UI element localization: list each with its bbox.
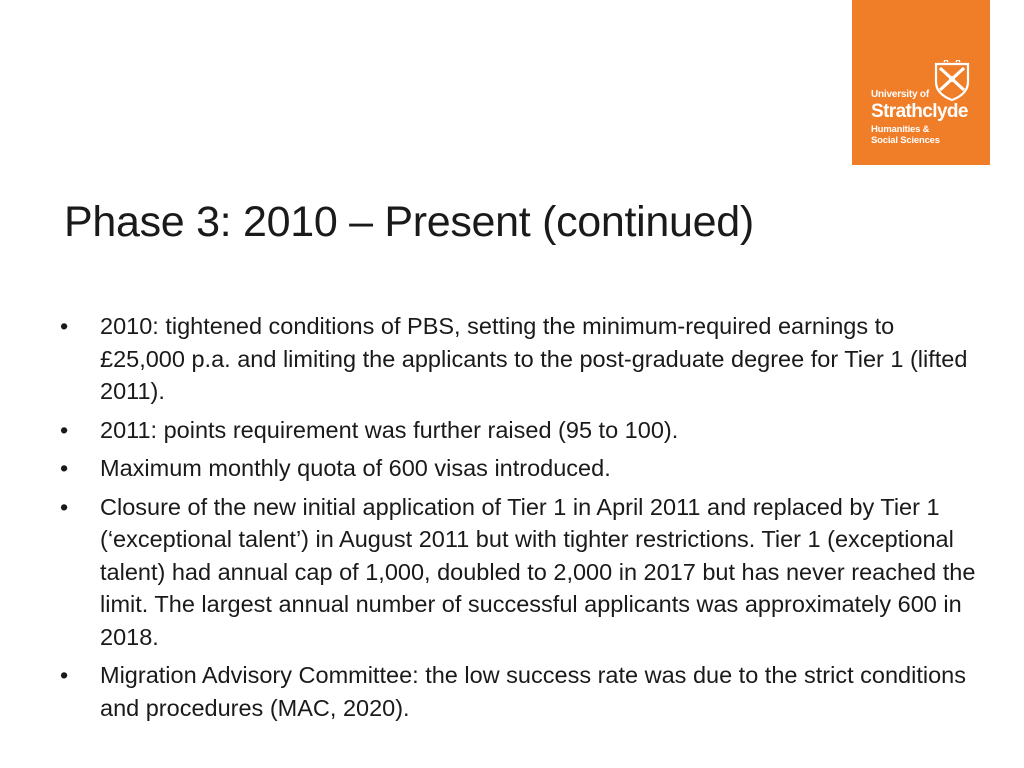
bullet-item-mac bbox=[60, 659, 980, 724]
bullet-icon: • bbox=[60, 662, 69, 688]
logo-line-university: University of bbox=[871, 89, 929, 100]
logo-line-social-sciences: Social Sciences bbox=[871, 134, 940, 146]
logo-line-strathclyde: Strathclyde bbox=[871, 101, 968, 122]
bullet-icon: • bbox=[60, 455, 69, 481]
bullet-icon: • bbox=[60, 416, 69, 443]
bullet-text: 2010: tightened conditions of PBS, setting the minimum-required earnings to £25,000 p.a. and limiting the applicants to the post-graduate degree for Tier 1 (lifted 2011). bbox=[100, 313, 968, 404]
bullet-item-2010-conditions bbox=[60, 310, 980, 408]
bullet-icon: • bbox=[60, 493, 69, 520]
bullet-item-monthly-quota bbox=[60, 452, 980, 485]
slide-title: Phase 3: 2010 – Present (continued) bbox=[64, 198, 754, 246]
logo-line-humanities: Humanities & bbox=[871, 124, 930, 135]
bullet-text: Maximum monthly quota of 600 visas introduced. bbox=[100, 455, 611, 481]
bullet-text: Migration Advisory Committee: the low success rate was due to the strict conditions and procedures (MAC, 2020). bbox=[100, 662, 966, 721]
bullet-item-2011-points bbox=[60, 414, 980, 447]
bullet-icon: • bbox=[60, 313, 69, 339]
university-logo bbox=[852, 0, 990, 165]
bullet-text: 2011: points requirement was further raised (95 to 100). bbox=[100, 416, 679, 443]
logo-wordmark bbox=[871, 90, 968, 145]
bullet-item-tier1-closure bbox=[60, 491, 980, 654]
bullet-list bbox=[60, 310, 980, 730]
bullet-text: Closure of the new initial application of Tier 1 in April 2011 and replaced by Tier 1 (‘exceptional talent’) in August 2011 but with tighter restrictions. Tier 1 (exceptional talent) had annual cap of 1,000, doubled to 2,000 in 2017 but has never reached the limit. The largest annual number of successful applicants was approximately 600 in 2018. bbox=[100, 493, 976, 650]
